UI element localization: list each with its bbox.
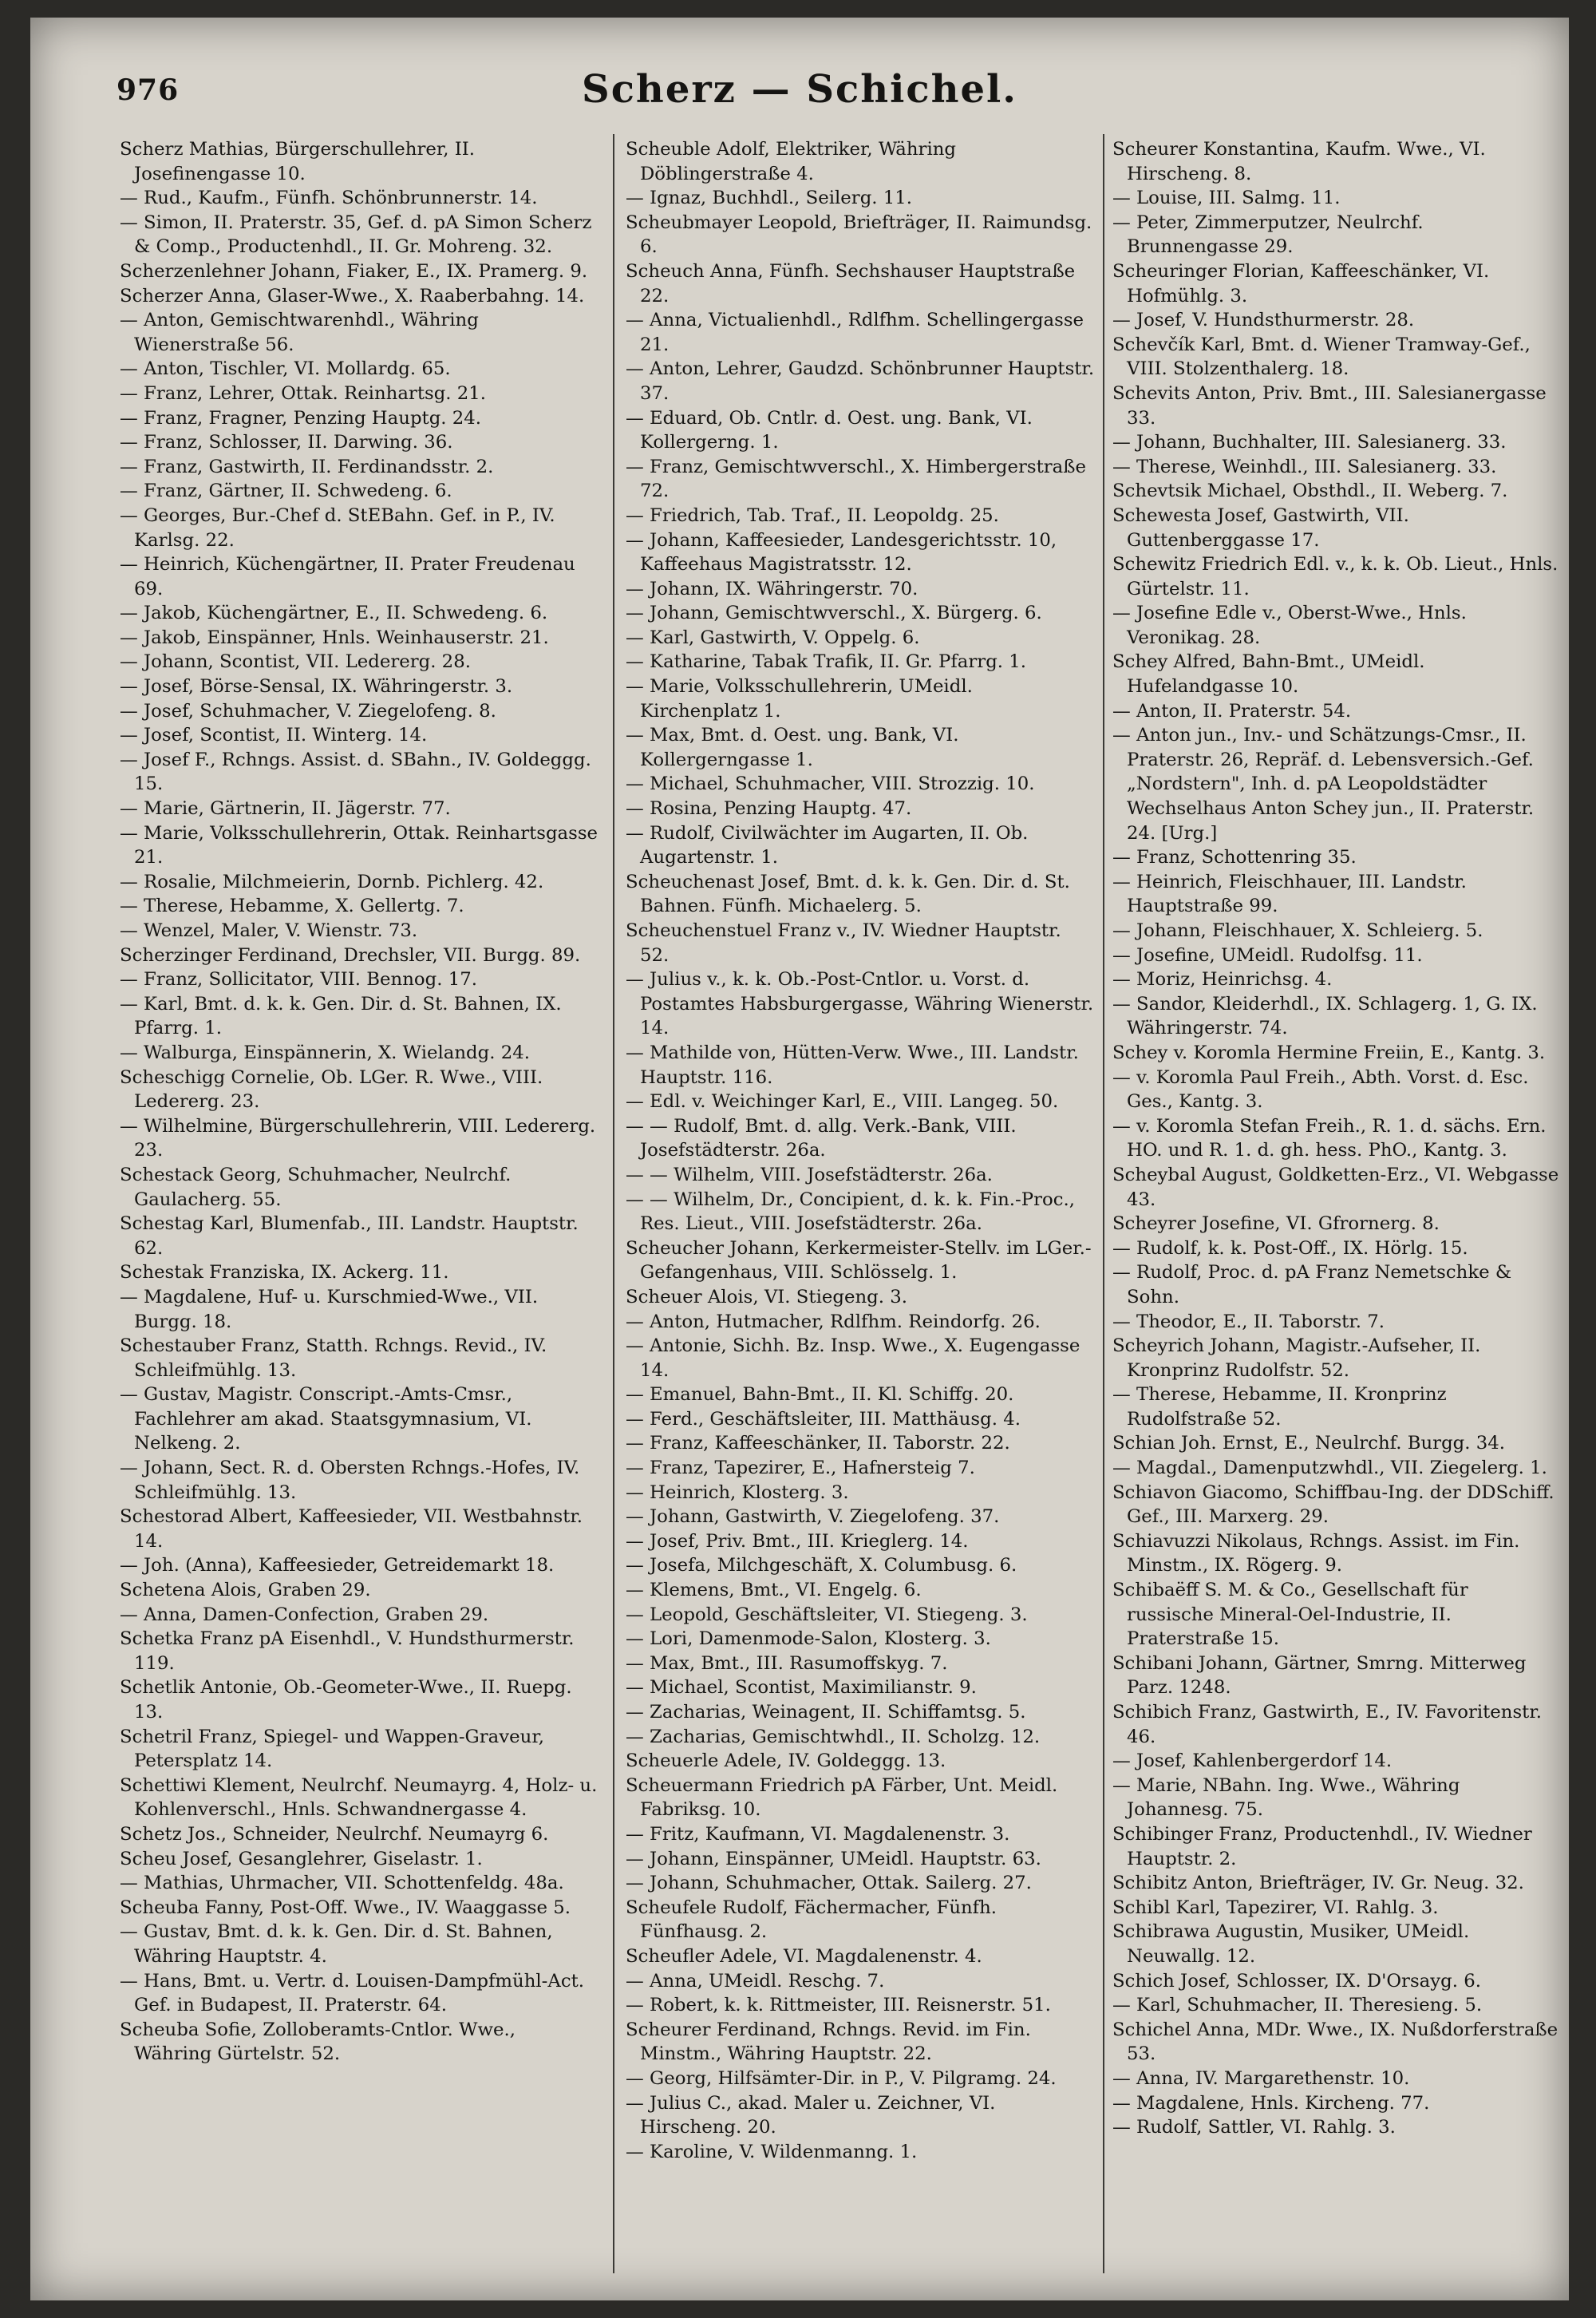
directory-entry: — Fritz, Kaufmann, VI. Magdalenenstr. 3. [626, 1823, 1010, 1845]
directory-entry: — Anton, Tischler, VI. Mollardg. 65. [120, 358, 451, 380]
directory-entry: — Marie, NBahn. Ing. Wwe., Währing Johannesg. 75. [1112, 1774, 1460, 1821]
directory-entry: — Therese, Weinhdl., III. Salesianerg. 33. [1112, 456, 1497, 477]
directory-entry: — Walburga, Einspännerin, X. Wielandg. 24. [120, 1042, 530, 1063]
directory-entry: Scherzer Anna, Glaser-Wwe., X. Raaberbahng. 14. [120, 285, 585, 307]
directory-entry: Schibani Johann, Gärtner, Smrng. Mitterweg Parz. 1248. [1112, 1652, 1527, 1699]
directory-entry: Schevčík Karl, Bmt. d. Wiener Tramway-Gef., VIII. Stolzenthalerg. 18. [1112, 334, 1531, 380]
directory-entry: — Josef, V. Hundsthurmerstr. 28. [1112, 310, 1415, 331]
directory-entry: Schetlik Antonie, Ob.-Geometer-Wwe., II. Ruepg. 13. [120, 1677, 572, 1723]
directory-entry: — — Wilhelm, Dr., Concipient, d. k. k. Fin.-Proc., Res. Lieut., VIII. Josefstädterstr. 26a. [626, 1189, 1075, 1235]
directory-entry: — Michael, Scontist, Maximilianstr. 9. [626, 1677, 977, 1699]
directory-entry: — Michael, Schuhmacher, VIII. Strozzig. 10. [626, 773, 1035, 795]
directory-entry: — Josef F., Rchngs. Assist. d. SBahn., IV. Goldeggg. 15. [120, 749, 591, 795]
directory-entry: — Wenzel, Maler, V. Wienstr. 73. [120, 920, 418, 941]
directory-entry: Schibaëff S. M. & Co., Gesellschaft für russische Mineral-Oel-Industrie, II. Praterstraße 15. [1112, 1580, 1468, 1650]
directory-entry: — Magdalene, Huf- u. Kurschmied-Wwe., VII. Burgg. 18. [120, 1286, 539, 1332]
directory-entry: Scheuer Alois, VI. Stiegeng. 3. [626, 1286, 907, 1307]
running-head: Scherz — Schichel. [582, 67, 1017, 112]
directory-entry: — Ignaz, Buchhdl., Seilerg. 11. [626, 188, 913, 209]
directory-entry: — Joh. (Anna), Kaffeesieder, Getreidemarkt 18. [120, 1555, 555, 1576]
directory-entry: — Johann, Buchhalter, III. Salesianerg. 33. [1112, 432, 1507, 453]
directory-entry: — Jakob, Einspänner, Hnls. Weinhauserstr. 21. [120, 627, 549, 648]
directory-entry: Schevtsik Michael, Obsthdl., II. Weberg. 7. [1112, 481, 1508, 502]
directory-entry: — Marie, Volksschullehrerin, UMeidl. Kirchenplatz 1. [626, 676, 973, 722]
directory-entry: — Theodor, E., II. Taborstr. 7. [1112, 1311, 1385, 1332]
directory-entry: — Anna, UMeidl. Reschg. 7. [626, 1970, 885, 1992]
directory-entry: Schettiwi Klement, Neulrchf. Neumayrg. 4, Holz- u. Kohlenverschl., Hnls. Schwandnergasse 4. [120, 1774, 598, 1821]
directory-entry: Schestack Georg, Schuhmacher, Neulrchf. Gaulacherg. 55. [120, 1164, 512, 1210]
directory-entry: — Franz, Lehrer, Ottak. Reinhartsg. 21. [120, 382, 487, 404]
directory-entry: — Marie, Gärtnerin, II. Jägerstr. 77. [120, 798, 451, 820]
directory-entry: — Anton, Lehrer, Gaudzd. Schönbrunner Hauptstr. 37. [626, 358, 1095, 404]
directory-entry: Schiavuzzi Nikolaus, Rchngs. Assist. im Fin. Minstm., IX. Rögerg. 9. [1112, 1530, 1520, 1576]
directory-entry: — Johann, Gemischtwverschl., X. Bürgerg. 6. [626, 603, 1042, 624]
directory-entry: — Zacharias, Gemischtwhdl., II. Scholzg. 12. [626, 1726, 1041, 1747]
column-middle [626, 137, 1095, 2276]
directory-entry: — Franz, Gemischtwverschl., X. Himbergerstraße 72. [626, 456, 1086, 502]
directory-entry: Schich Josef, Schlosser, IX. D'Orsayg. 6. [1112, 1970, 1481, 1992]
directory-entry: — Sandor, Kleiderhdl., IX. Schlagerg. 1, G. IX. Währingerstr. 74. [1112, 993, 1538, 1039]
directory-entry: — — Rudolf, Bmt. d. allg. Verk.-Bank, VIII. Josefstädterstr. 26a. [626, 1115, 1017, 1161]
directory-entry: — Edl. v. Weichinger Karl, E., VIII. Langeg. 50. [626, 1091, 1059, 1113]
directory-entry: Schestorad Albert, Kaffeesieder, VII. Westbahnstr. 14. [120, 1506, 583, 1552]
page-number: 976 [117, 73, 180, 107]
directory-entry: — Josef, Kahlenbergerdorf 14. [1112, 1750, 1393, 1772]
directory-entry: — Anton, Gemischtwarenhdl., Währing Wienerstraße 56. [120, 310, 479, 355]
directory-entry: Schestak Franziska, IX. Ackerg. 11. [120, 1262, 449, 1284]
directory-entry: — Karl, Bmt. d. k. k. Gen. Dir. d. St. Bahnen, IX. Pfarrg. 1. [120, 993, 562, 1039]
directory-entry: — Leopold, Geschäftsleiter, VI. Stiegeng. 3. [626, 1604, 1028, 1625]
column-left [120, 137, 598, 2276]
directory-entry: — Klemens, Bmt., VI. Engelg. 6. [626, 1580, 922, 1601]
directory-entry: — Moriz, Heinrichsg. 4. [1112, 969, 1333, 991]
directory-entry: Scheybal August, Goldketten-Erz., VI. Webgasse 43. [1112, 1164, 1559, 1210]
directory-entry: Scheufele Rudolf, Fächermacher, Fünfh. Fünfhausg. 2. [626, 1897, 998, 1943]
directory-entry: — Zacharias, Weinagent, II. Schiffamtsg. 5. [626, 1702, 1026, 1723]
directory-entry: Scheucher Johann, Kerkermeister-Stellv. im LGer.-Gefangenhaus, VIII. Schlösselg. 1. [626, 1237, 1092, 1284]
column-divider [613, 134, 614, 2273]
directory-entry: Scheuch Anna, Fünfh. Sechshauser Hauptstraße 22. [626, 260, 1076, 307]
directory-entry: — Franz, Gärtner, II. Schwedeng. 6. [120, 481, 452, 502]
directory-entry: — — Wilhelm, VIII. Josefstädterstr. 26a. [626, 1164, 993, 1185]
directory-entry: — Katharine, Tabak Trafik, II. Gr. Pfarrg. 1. [626, 651, 1027, 673]
directory-entry: — Heinrich, Klosterg. 3. [626, 1481, 849, 1503]
directory-entry: Scheubmayer Leopold, Briefträger, II. Raimundsg. 6. [626, 212, 1092, 258]
directory-entry: Scherzenlehner Johann, Fiaker, E., IX. Pramerg. 9. [120, 260, 588, 282]
directory-entry: Schetril Franz, Spiegel- und Wappen-Graveur, Petersplatz 14. [120, 1726, 544, 1772]
directory-entry: — Max, Bmt. d. Oest. ung. Bank, VI. Kollergerngasse 1. [626, 725, 959, 770]
directory-entry: Schey Alfred, Bahn-Bmt., UMeidl. Hufelandgasse 10. [1112, 651, 1425, 698]
directory-entry: — Peter, Zimmerputzer, Neulrchf. Brunnengasse 29. [1112, 212, 1424, 258]
directory-entry: — Jakob, Küchengärtner, E., II. Schwedeng. 6. [120, 603, 548, 624]
directory-entry: — Julius C., akad. Maler u. Zeichner, VI. Hirscheng. 20. [626, 2092, 996, 2138]
directory-entry: — Johann, Gastwirth, V. Ziegelofeng. 37. [626, 1506, 1000, 1528]
directory-entry: — Hans, Bmt. u. Vertr. d. Louisen-Dampfmühl-Act. Gef. in Budapest, II. Praterstr. 64. [120, 1970, 585, 2016]
directory-entry: — Rud., Kaufm., Fünfh. Schönbrunnerstr. 14. [120, 188, 538, 209]
directory-entry: — Magdal., Damenputzwhdl., VII. Ziegelerg. 1. [1112, 1458, 1547, 1479]
directory-entry: — Anna, IV. Margarethenstr. 10. [1112, 2067, 1410, 2089]
directory-entry: — Rudolf, Sattler, VI. Rahlg. 3. [1112, 2117, 1396, 2138]
directory-entry: Scheuba Fanny, Post-Off. Wwe., IV. Waaggasse 5. [120, 1897, 571, 1918]
directory-entry: — Anna, Damen-Confection, Graben 29. [120, 1604, 489, 1625]
directory-entry: Schetz Jos., Schneider, Neulrchf. Neumayrg 6. [120, 1823, 549, 1845]
directory-entry: Scherz Mathias, Bürgerschullehrer, II. Josefinengasse 10. [120, 139, 475, 184]
directory-entry: — Eduard, Ob. Cntlr. d. Oest. ung. Bank, VI. Kollergerng. 1. [626, 407, 1033, 453]
directory-entry: — Magdalene, Hnls. Kircheng. 77. [1112, 2092, 1430, 2114]
directory-entry: — Franz, Gastwirth, II. Ferdinandsstr. 2. [120, 456, 494, 477]
directory-entry: — Heinrich, Fleischhauer, III. Landstr. Hauptstraße 99. [1112, 871, 1467, 917]
directory-entry: Scheuerle Adele, IV. Goldeggg. 13. [626, 1750, 946, 1772]
directory-entry: — Lori, Damenmode-Salon, Klosterg. 3. [626, 1628, 991, 1650]
directory-entry: Schestag Karl, Blumenfab., III. Landstr. Hauptstr. 62. [120, 1213, 579, 1259]
directory-entry: Scheuchenast Josef, Bmt. d. k. k. Gen. Dir. d. St. Bahnen. Fünfh. Michaelerg. 5. [626, 871, 1070, 917]
directory-entry: Schian Joh. Ernst, E., Neulrchf. Burgg. 34. [1112, 1433, 1506, 1454]
directory-entry: — Gustav, Magistr. Conscript.-Amts-Cmsr., Fachlehrer am akad. Staatsgymnasium, VI. Nelkeng. 2. [120, 1384, 532, 1454]
directory-entry: — Antonie, Sichh. Bz. Insp. Wwe., X. Eugengasse 14. [626, 1335, 1080, 1381]
directory-entry: Schichel Anna, MDr. Wwe., IX. Nußdorferstraße 53. [1112, 2019, 1558, 2065]
directory-entry: Schibich Franz, Gastwirth, E., IV. Favoritenstr. 46. [1112, 1702, 1542, 1747]
directory-entry: Schibl Karl, Tapezirer, VI. Rahlg. 3. [1112, 1897, 1439, 1918]
directory-entry: — Rosalie, Milchmeierin, Dornb. Pichlerg. 42. [120, 871, 544, 892]
directory-entry: — Johann, Einspänner, UMeidl. Hauptstr. 63. [626, 1848, 1041, 1869]
directory-page [30, 18, 1569, 2300]
column-right [1112, 137, 1559, 2276]
directory-entry: — Anton jun., Inv.- und Schätzungs-Cmsr., II. Praterstr. 26, Repräf. d. Lebensversich.-Gef. „Nordstern", Inh. d. pA Leopoldstädter Wechselhaus Anton Schey jun., II. Praterstr. 24. [Urg.] [1112, 725, 1535, 844]
directory-entry: — Mathilde von, Hütten-Verw. Wwe., III. Landstr. Hauptstr. 116. [626, 1042, 1079, 1088]
directory-entry: — Franz, Schlosser, II. Darwing. 36. [120, 432, 453, 453]
directory-entry: — Heinrich, Küchengärtner, II. Prater Freudenau 69. [120, 554, 575, 599]
directory-entry: Scheu Josef, Gesanglehrer, Giselastr. 1. [120, 1848, 483, 1869]
directory-entry: — Josef, Priv. Bmt., III. Krieglerg. 14. [626, 1530, 969, 1552]
directory-entry: — Johann, Kaffeesieder, Landesgerichtsstr. 10, Kaffeehaus Magistratsstr. 12. [626, 529, 1057, 576]
directory-entry: — Franz, Fragner, Penzing Hauptg. 24. [120, 407, 482, 429]
directory-entry: — Josef, Schuhmacher, V. Ziegelofeng. 8. [120, 700, 496, 722]
directory-entry: — v. Koromla Stefan Freih., R. 1. d. sächs. Ern. HO. und R. 1. d. gh. hess. PhO., Kantg. 3. [1112, 1115, 1547, 1161]
directory-entry: — Johann, Fleischhauer, X. Schleierg. 5. [1112, 920, 1483, 941]
directory-entry: — Karoline, V. Wildenmanng. 1. [626, 2141, 918, 2162]
directory-entry: Schestauber Franz, Statth. Rchngs. Revid., IV. Schleifmühlg. 13. [120, 1335, 547, 1381]
directory-entry: — Johann, Sect. R. d. Obersten Rchngs.-Hofes, IV. Schleifmühlg. 13. [120, 1458, 580, 1503]
directory-entry: — Mathias, Uhrmacher, VII. Schottenfeldg. 48a. [120, 1873, 564, 1894]
directory-entry: Schibinger Franz, Productenhdl., IV. Wiedner Hauptstr. 2. [1112, 1823, 1532, 1869]
directory-entry: Scheuringer Florian, Kaffeeschänker, VI. Hofmühlg. 3. [1112, 260, 1490, 307]
directory-entry: Scheuchenstuel Franz v., IV. Wiedner Hauptstr. 52. [626, 920, 1061, 966]
directory-entry: Schetka Franz pA Eisenhdl., V. Hundsthurmerstr. 119. [120, 1628, 575, 1674]
directory-entry: — Anton, II. Praterstr. 54. [1112, 700, 1352, 722]
directory-entry: — Josef, Börse-Sensal, IX. Währingerstr. 3. [120, 676, 513, 698]
directory-entry: Scheuble Adolf, Elektriker, Währing Döblingerstraße 4. [626, 139, 957, 184]
directory-entry: — Gustav, Bmt. d. k. k. Gen. Dir. d. St. Bahnen, Währing Hauptstr. 4. [120, 1921, 553, 1967]
directory-entry: — Rudolf, Proc. d. pA Franz Nemetschke & Sohn. [1112, 1262, 1512, 1307]
directory-entry: — Friedrich, Tab. Traf., II. Leopoldg. 25. [626, 504, 999, 526]
directory-entry: — Rudolf, k. k. Post-Off., IX. Hörlg. 15. [1112, 1237, 1468, 1259]
directory-entry: — Johann, Schuhmacher, Ottak. Sailerg. 27. [626, 1873, 1032, 1894]
directory-entry: Scheyrer Josefine, VI. Gfrornerg. 8. [1112, 1213, 1440, 1235]
directory-entry: — v. Koromla Paul Freih., Abth. Vorst. d. Esc. Ges., Kantg. 3. [1112, 1066, 1529, 1113]
directory-entry: — Karl, Schuhmacher, II. Theresieng. 5. [1112, 1995, 1483, 2016]
directory-entry: Schevits Anton, Priv. Bmt., III. Salesianergasse 33. [1112, 382, 1547, 429]
directory-entry: — Marie, Volksschullehrerin, Ottak. Reinhartsgasse 21. [120, 822, 598, 868]
directory-entry: — Therese, Hebamme, X. Gellertg. 7. [120, 896, 464, 917]
directory-entry: — Ferd., Geschäftsleiter, III. Matthäusg. 4. [626, 1408, 1021, 1430]
directory-entry: Scheuermann Friedrich pA Färber, Unt. Meidl. Fabriksg. 10. [626, 1774, 1058, 1821]
directory-entry: — Rosina, Penzing Hauptg. 47. [626, 798, 912, 820]
directory-entry: Scheufler Adele, VI. Magdalenenstr. 4. [626, 1945, 982, 1967]
directory-entry: Scheurer Konstantina, Kaufm. Wwe., VI. Hirscheng. 8. [1112, 139, 1486, 184]
directory-entry: Schiavon Giacomo, Schiffbau-Ing. der DDSchiff. Gef., III. Marxerg. 29. [1112, 1481, 1555, 1528]
directory-entry: — Josef, Scontist, II. Winterg. 14. [120, 725, 428, 746]
directory-entry: Schewitz Friedrich Edl. v., k. k. Ob. Lieut., Hnls. Gürtelstr. 11. [1112, 554, 1558, 599]
directory-entry: — Robert, k. k. Rittmeister, III. Reisnerstr. 51. [626, 1995, 1051, 2016]
directory-entry: Scheyrich Johann, Magistr.-Aufseher, II. Kronprinz Rudolfstr. 52. [1112, 1335, 1481, 1381]
directory-entry: — Franz, Kaffeeschänker, II. Taborstr. 22. [626, 1433, 1010, 1454]
directory-entry: Schibrawa Augustin, Musiker, UMeidl. Neuwallg. 12. [1112, 1921, 1470, 1967]
directory-entry: Schetena Alois, Graben 29. [120, 1580, 371, 1601]
directory-entry: — Simon, II. Praterstr. 35, Gef. d. pA Simon Scherz & Comp., Productenhdl., II. Gr. Mohreng. 32. [120, 212, 592, 258]
directory-entry: — Therese, Hebamme, II. Kronprinz Rudolfstraße 52. [1112, 1384, 1447, 1430]
directory-entry: — Johann, Scontist, VII. Ledererg. 28. [120, 651, 471, 673]
directory-entry: — Franz, Schottenring 35. [1112, 847, 1357, 868]
directory-entry: — Julius v., k. k. Ob.-Post-Cntlor. u. Vorst. d. Postamtes Habsburgergasse, Währing Wienerstr. 14. [626, 969, 1094, 1039]
column-divider [1103, 134, 1104, 2273]
directory-entry: Schewesta Josef, Gastwirth, VII. Guttenberggasse 17. [1112, 504, 1409, 551]
directory-entry: — Josefine Edle v., Oberst-Wwe., Hnls. Veronikag. 28. [1112, 603, 1467, 648]
directory-entry: — Josefa, Milchgeschäft, X. Columbusg. 6. [626, 1555, 1017, 1576]
directory-entry: Scheurer Ferdinand, Rchngs. Revid. im Fin. Minstm., Währing Hauptstr. 22. [626, 2019, 1031, 2065]
directory-entry: — Anna, Victualienhdl., Rdlfhm. Schellingergasse 21. [626, 310, 1084, 355]
directory-entry: Scheuba Sofie, Zolloberamts-Cntlor. Wwe., Währing Gürtelstr. 52. [120, 2019, 516, 2065]
directory-entry: — Franz, Tapezirer, E., Hafnersteig 7. [626, 1458, 975, 1479]
directory-entry: Schey v. Koromla Hermine Freiin, E., Kantg. 3. [1112, 1042, 1546, 1063]
directory-entry: — Emanuel, Bahn-Bmt., II. Kl. Schiffg. 20. [626, 1384, 1014, 1406]
directory-entry: — Johann, IX. Währingerstr. 70. [626, 578, 918, 599]
directory-entry: — Georg, Hilfsämter-Dir. in P., V. Pilgramg. 24. [626, 2067, 1057, 2089]
directory-entry: — Louise, III. Salmg. 11. [1112, 188, 1341, 209]
directory-entry: Scheschigg Cornelie, Ob. LGer. R. Wwe., VIII. Ledererg. 23. [120, 1066, 543, 1113]
directory-entry: Schibitz Anton, Briefträger, IV. Gr. Neug. 32. [1112, 1873, 1524, 1894]
directory-entry: — Georges, Bur.-Chef d. StEBahn. Gef. in P., IV. Karlsg. 22. [120, 504, 555, 551]
page-header [30, 18, 1569, 113]
directory-entry: — Anton, Hutmacher, Rdlfhm. Reindorfg. 26. [626, 1311, 1041, 1332]
directory-entry: — Josefine, UMeidl. Rudolfsg. 11. [1112, 944, 1423, 966]
directory-entry: — Max, Bmt., III. Rasumoffskyg. 7. [626, 1652, 948, 1674]
directory-entry: Scherzinger Ferdinand, Drechsler, VII. Burgg. 89. [120, 944, 581, 966]
directory-entry: — Rudolf, Civilwächter im Augarten, II. Ob. Augartenstr. 1. [626, 822, 1029, 868]
directory-entry: — Wilhelmine, Bürgerschullehrerin, VIII. Ledererg. 23. [120, 1115, 596, 1161]
directory-entry: — Karl, Gastwirth, V. Oppelg. 6. [626, 627, 920, 648]
directory-entry: — Franz, Sollicitator, VIII. Bennog. 17. [120, 969, 477, 991]
